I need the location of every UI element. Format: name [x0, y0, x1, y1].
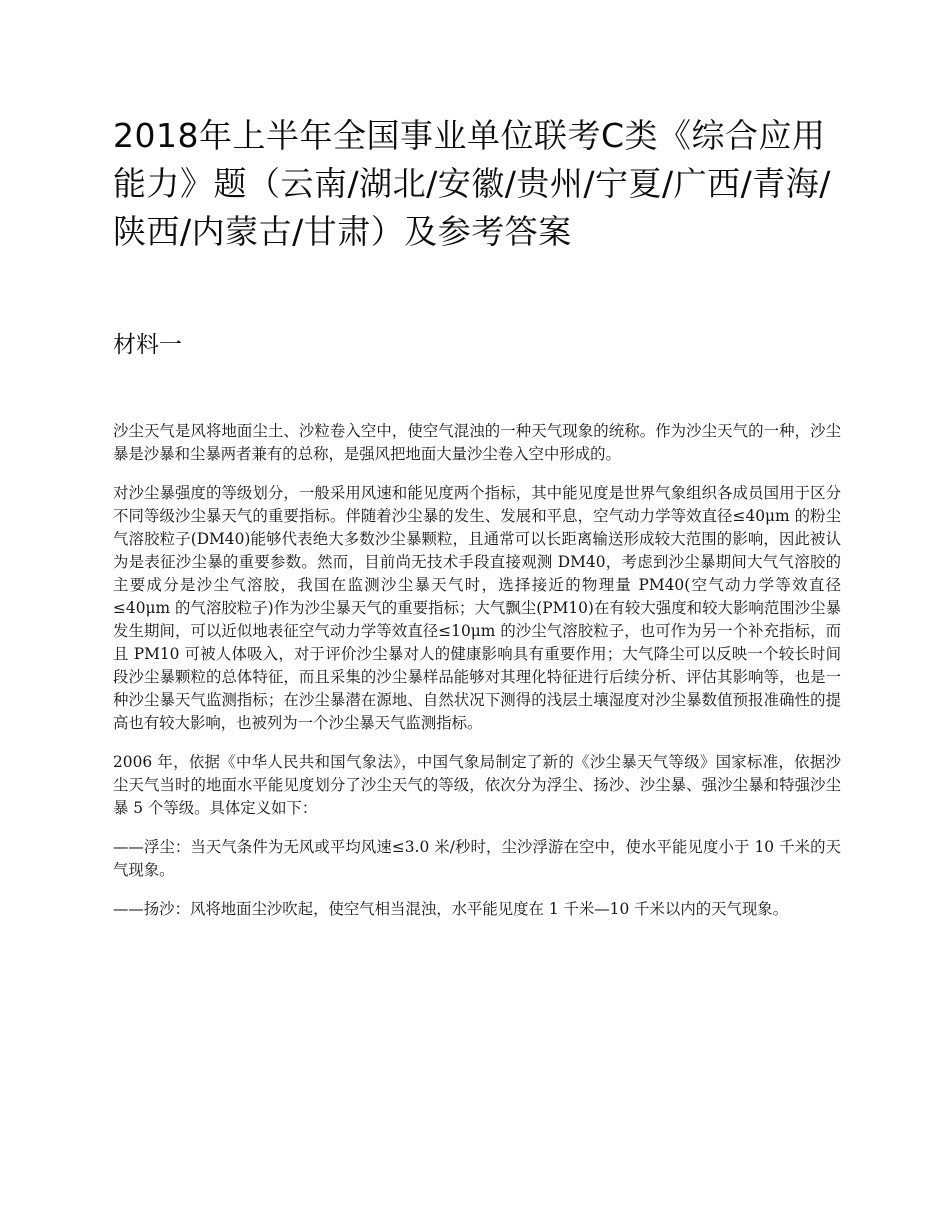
paragraph-1: 沙尘天气是风将地面尘土、沙粒卷入空中，使空气混浊的一种天气现象的统称。作为沙尘天气的一种，沙尘暴是沙暴和尘暴两者兼有的总称，是强风把地面大量沙尘卷入空中形成的。: [113, 422, 841, 463]
paragraph-3: 2006 年，依据《中华人民共和国气象法》，中国气象局制定了新的《沙尘暴天气等级》国家标准，依据沙尘天气当时的地面水平能见度划分了沙尘天气的等级，依次分为浮尘、扬沙、沙尘暴、强沙尘暴和特强沙尘暴 5 个等级。具体定义如下：: [113, 753, 841, 817]
section-heading: 材料一: [113, 332, 182, 358]
paragraph-5: ——扬沙：风将地面尘沙吹起，使空气相当混浊，水平能见度在 1 千米—10 千米以内的天气现象。: [113, 900, 789, 918]
paragraph-2: 对沙尘暴强度的等级划分，一般采用风速和能见度两个指标，其中能见度是世界气象组织各成员国用于区分不同等级沙尘暴天气的重要指标。伴随着沙尘暴的发生、发展和平息，空气动力学等效直径≤40μm 的粉尘气溶胶粒子(DM40)能够代表绝大多数沙尘暴颗粒，且通常可以长距离输送形成较大范围的影响，因此被认为是表征沙尘暴的重要参数。然而，目前尚无技术手段直接观测 DM40，考虑到沙尘暴期间大气气溶胶的主要成分是沙尘气溶胶，我国在监测沙尘暴天气时，选择接近的物理量 PM40(空气动力学等效直径≤40μm 的气溶胶粒子)作为沙尘暴天气的重要指标；大气飘尘(PM10)在有较大强度和较大影响范围沙尘暴发生期间，可以近似地表征空气动力学等效直径≤10μm 的沙尘气溶胶粒子，也可作为另一个补充指标，而且 PM10 可被人体吸入，对于评价沙尘暴对人的健康影响具有重要作用；大气降尘可以反映一个较长时间段沙尘暴颗粒的总体特征，而且采集的沙尘暴样品能够对其理化特征进行后续分析、评估其影响等，也是一种沙尘暴天气监测指标；在沙尘暴潜在源地、自然状况下测得的浅层土壤湿度对沙尘暴数值预报准确性的提高也有较大影响，也被列为一个沙尘暴天气监测指标。: [113, 484, 841, 732]
document-body: [113, 420, 841, 921]
document-page: [113, 112, 841, 937]
document-title: 2018年上半年全国事业单位联考C类《综合应用能力》题（云南/湖北/安徽/贵州/宁夏/广西/青海/陕西/内蒙古/甘肃）及参考答案: [113, 116, 831, 251]
paragraph-4: ——浮尘：当天气条件为无风或平均风速≤3.0 米/秒时，尘沙浮游在空中，使水平能见度小于 10 千米的天气现象。: [113, 838, 841, 879]
